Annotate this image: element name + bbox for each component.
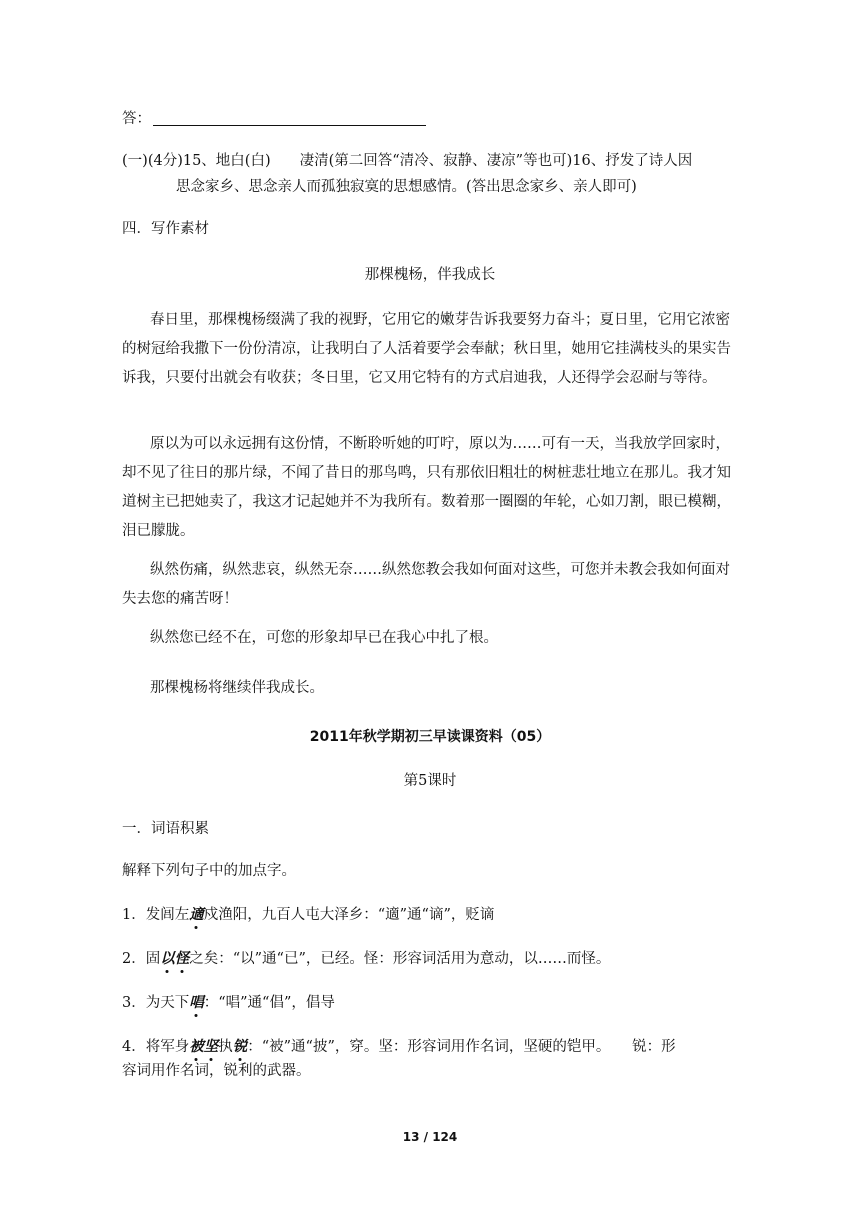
answer-blank bbox=[153, 109, 426, 126]
emphasized-char-text: 以 bbox=[160, 950, 175, 967]
vocab-item-text: 之矣：“以”通“已”，已经。怪：形容词活用为意动，以……而怪。 bbox=[189, 951, 611, 967]
essay-paragraph-5: 那棵槐杨将继续伴我成长。 bbox=[150, 680, 324, 696]
vocab-item-text: ：“被”通“披”，穿。坚：形容词用作名词，坚硬的铠甲。 锐：形 bbox=[247, 1039, 676, 1055]
vocab-item-text: 4．将军身 bbox=[122, 1039, 190, 1055]
emphasis-dot bbox=[195, 926, 198, 929]
essay-title: 那棵槐杨，伴我成长 bbox=[364, 267, 496, 283]
lesson-title: 2011年秋学期初三早读课资料（05） bbox=[309, 729, 551, 745]
emphasized-char bbox=[233, 1038, 248, 1055]
vocab-instruction: 解释下列句子中的加点字。 bbox=[122, 863, 296, 879]
lesson-subtitle: 第5课时 bbox=[403, 773, 457, 789]
vocab-item-4 bbox=[122, 1036, 742, 1058]
emphasized-char bbox=[189, 1038, 204, 1055]
vocab-item-text: 戍渔阳，九百人屯大泽乡：“適”通“谪”，贬谪 bbox=[203, 907, 495, 923]
vocab-item-text: 3．为天下 bbox=[122, 995, 190, 1011]
page-number: 13 / 124 bbox=[402, 1130, 458, 1144]
emphasized-char-text: 唱 bbox=[189, 994, 204, 1011]
emphasized-char bbox=[175, 950, 190, 967]
emphasized-char-text: 被 bbox=[189, 1038, 204, 1055]
section-heading-writing: 四．写作素材 bbox=[122, 221, 209, 237]
vocab-item-4-continued: 容词用作名词，锐利的武器。 bbox=[122, 1063, 311, 1079]
vocab-item-text: 1．发闾左 bbox=[122, 907, 190, 923]
essay-paragraph-1: 春日里，那棵槐杨缀满了我的视野，它用它的嫩芽告诉我要努力奋斗；夏日里，它用它浓密的树冠给我撒下一份份清凉，让我明白了人活着要学会奉献；秋日里，她用它挂满枝头的果实告诉我，只要付出就会有收获；冬日里，它又用它特有的方式启迪我，人还得学会忍耐与等待。 bbox=[122, 312, 731, 386]
vocab-item-2 bbox=[122, 948, 742, 970]
essay-paragraph-2: 原以为可以永远拥有这份情，不断聆听她的叮咛，原以为……可有一天，当我放学回家时，却不见了往日的那片绿，不闻了昔日的那鸟鸣，只有那依旧粗壮的树桩悲壮地立在那儿。我才知道树主已把她卖了，我这才记起她并不为我所有。数着那一圈圈的年轮，心如刀割，眼已模糊，泪已朦胧。 bbox=[122, 436, 731, 539]
emphasized-char-text: 锐 bbox=[232, 1038, 248, 1055]
emphasized-char bbox=[160, 950, 175, 967]
answer-block bbox=[122, 148, 742, 200]
vocab-item-text: ：“唱”通“倡”，倡导 bbox=[203, 995, 335, 1011]
emphasized-char-text: 坚 bbox=[203, 1038, 219, 1055]
emphasized-char bbox=[189, 994, 204, 1011]
answer-line-1: (一)(4分)15、地白(白) 凄清(第二回答“清冷、寂静、凄凉”等也可)16、抒发了诗人因 bbox=[122, 153, 693, 169]
answer-label: 答： bbox=[122, 111, 151, 127]
vocab-item-text: 2．固 bbox=[122, 951, 161, 967]
emphasis-dot bbox=[195, 1014, 198, 1017]
emphasis-dot bbox=[180, 970, 183, 973]
emphasized-char bbox=[204, 1038, 219, 1055]
emphasis-dot bbox=[166, 970, 169, 973]
answer-line bbox=[122, 108, 742, 130]
vocab-item-text: 执 bbox=[218, 1039, 233, 1055]
essay-paragraph-3: 纵然伤痛，纵然悲哀，纵然无奈……纵然您教会我如何面对这些，可您并未教会我如何面对失去您的痛苦呀！ bbox=[122, 562, 730, 607]
vocab-item-1 bbox=[122, 904, 742, 926]
essay-paragraph-4: 纵然您已经不在，可您的形象却早已在我心中扎了根。 bbox=[150, 630, 498, 646]
emphasized-char-text: 怪 bbox=[174, 950, 190, 967]
section-heading-vocab: 一．词语积累 bbox=[122, 821, 209, 837]
emphasized-char bbox=[189, 906, 204, 923]
answer-line-2: 思念家乡、思念亲人而孤独寂寞的思想感情。(答出思念家乡、亲人即可) bbox=[176, 179, 637, 195]
emphasized-char-text: 適 bbox=[189, 906, 204, 923]
vocab-item-3 bbox=[122, 992, 742, 1014]
